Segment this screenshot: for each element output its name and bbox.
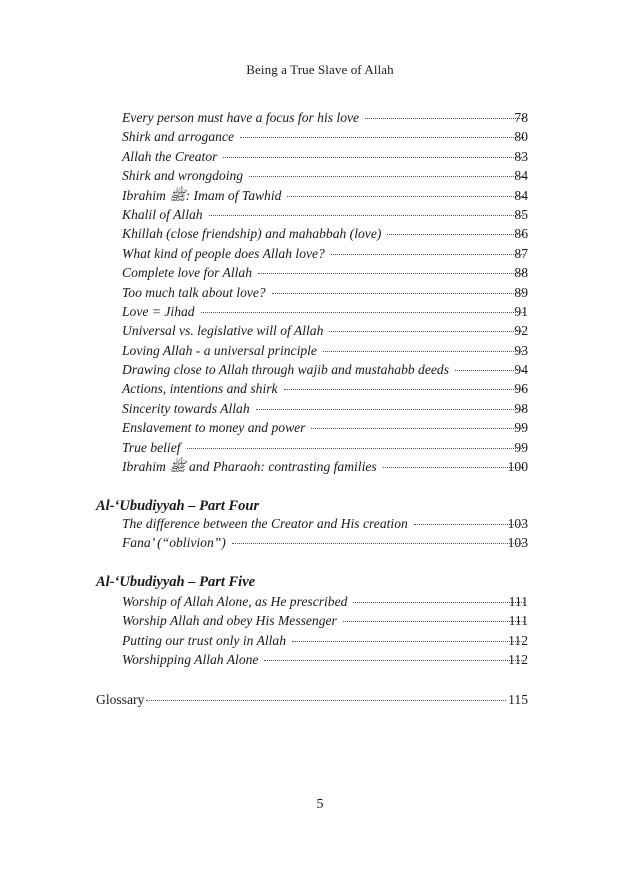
toc-entry[interactable] [0,379,640,398]
toc-entry-page: 93 [514,342,528,358]
toc-entry[interactable] [0,186,640,205]
toc-entry-title: Sincerity towards Allah [122,400,250,416]
toc-entry-title: Shirk and wrongdoing [122,168,244,184]
toc-entry[interactable] [0,533,640,552]
toc-entry-page: 100 [507,459,528,475]
toc-entry-title: Khillah (close friendship) and mahabbah (love) [122,226,382,242]
dot-leader [343,621,524,622]
toc-entry[interactable] [0,263,640,282]
toc-entry-page: 89 [514,284,528,300]
toc-entry[interactable] [0,457,640,476]
toc-entry[interactable] [0,650,640,669]
dot-leader [353,602,524,603]
toc-entry-page: 86 [514,226,528,242]
toc-entry-page: 111 [508,613,528,629]
toc-entry-title: Love = Jihad [122,303,195,319]
toc-entry-title: Ibrahim ﷺ and Pharaoh: contrasting families [122,459,377,475]
toc-entry[interactable] [0,418,640,437]
toc-entry[interactable] [0,302,640,321]
toc-entry-page: 91 [514,303,528,319]
toc-entry-page: 99 [514,420,528,436]
toc-entry-page: 99 [514,439,528,455]
toc-entry-page: 78 [514,110,528,125]
toc-entry[interactable] [0,166,640,185]
toc-entry-page: 96 [514,381,528,397]
toc-entry-page: 112 [508,632,528,648]
toc-entry-page: 94 [514,362,528,378]
toc-entry-title: Drawing close to Allah through wajib and mustahabb deeds [122,362,450,378]
toc-entry-page: 98 [514,400,528,416]
toc-entry-page: 103 [507,535,528,551]
toc-entry-title: The difference between the Creator and His creation [122,516,408,531]
section-heading-part-four: Al-‘Ubudiyyah – Part Four [96,498,260,514]
toc-entry-page: 85 [514,206,528,222]
toc-entry-title: Loving Allah - a universal principle [122,342,317,358]
toc-entry-title: Putting our trust only in Allah [122,632,287,648]
toc-entry-glossary[interactable] [96,690,528,710]
toc-entry[interactable] [0,592,640,611]
toc-entry-page: 111 [508,594,528,609]
toc-entry-title: Fana’ (“oblivion”) [122,535,226,551]
toc-entry[interactable] [0,127,640,146]
dot-leader [258,273,524,274]
toc-entry-title: Too much talk about love? [122,284,266,300]
dot-leader [292,641,524,642]
dot-leader [284,389,524,390]
toc-entry-page: 83 [514,148,528,164]
toc-entry[interactable] [0,438,640,457]
dot-leader [249,176,524,177]
dot-leader [256,409,524,410]
toc-section-part-five [0,592,640,670]
toc-entry-page: 84 [514,168,528,184]
glossary-page: 115 [508,692,528,707]
toc-entry[interactable] [0,147,640,166]
toc-entry-page: 112 [508,652,528,668]
toc-entry-title: Enslavement to money and power [122,420,306,436]
toc-entry-page: 88 [514,265,528,281]
toc-entry-title: Every person must have a focus for his love [122,110,360,125]
toc-entry[interactable] [0,360,640,379]
toc-entry-page: 87 [514,245,528,261]
toc-entry-title: Complete love for Allah [122,265,253,281]
toc-entry-title: Khalil of Allah [122,206,203,222]
toc-entry[interactable] [0,321,640,340]
toc-entry-title: Actions, intentions and shirk [122,381,278,397]
dot-leader [323,351,524,352]
glossary-title: Glossary [96,692,145,707]
toc-entry[interactable] [0,205,640,224]
dot-leader [331,254,524,255]
toc-entry-title: Universal vs. legislative will of Allah [122,323,324,339]
toc-entry-title: Worship Allah and obey His Messenger [122,613,337,629]
section-heading-part-five: Al-‘Ubudiyyah – Part Five [96,574,256,590]
dot-leader [272,293,524,294]
toc-entry-page: 80 [514,129,528,145]
page-number: 5 [316,797,324,812]
toc-entry-title: Ibrahim ﷺ: Imam of Tawhid [122,187,282,203]
dot-leader [329,331,524,332]
toc-entry-page: 103 [507,516,528,531]
toc-entry-title: What kind of people does Allah love? [122,245,325,261]
toc-section-1 [0,108,640,476]
dot-leader [240,137,524,138]
dot-leader [232,543,524,544]
dot-leader [146,700,506,701]
dot-leader [201,312,524,313]
toc-entry[interactable] [0,611,640,630]
toc-section-part-four [0,514,640,553]
dot-leader [209,215,524,216]
dot-leader [311,428,524,429]
toc-entry[interactable] [0,283,640,302]
toc-entry[interactable] [0,244,640,263]
toc-entry-title: Shirk and arrogance [122,129,235,145]
dot-leader [365,118,524,119]
dot-leader [264,660,524,661]
dot-leader [187,448,524,449]
toc-entry[interactable] [0,341,640,360]
toc-entry-page: 84 [514,187,528,203]
toc-entry-title: Worshipping Allah Alone [122,652,259,668]
toc-entry-title: Allah the Creator [122,148,218,164]
running-header: Being a True Slave of Allah [246,62,394,77]
toc-entry-page: 92 [514,323,528,339]
dot-leader [287,196,524,197]
dot-leader [223,157,524,158]
toc-entry-title: True belief [122,439,181,455]
toc-entry[interactable] [0,399,640,418]
toc-entry[interactable] [0,108,640,127]
toc-entry-title: Worship of Allah Alone, as He prescribed [122,594,348,609]
toc-entry[interactable] [0,631,640,650]
toc-entry[interactable] [0,514,640,533]
toc-entry[interactable] [0,224,640,243]
